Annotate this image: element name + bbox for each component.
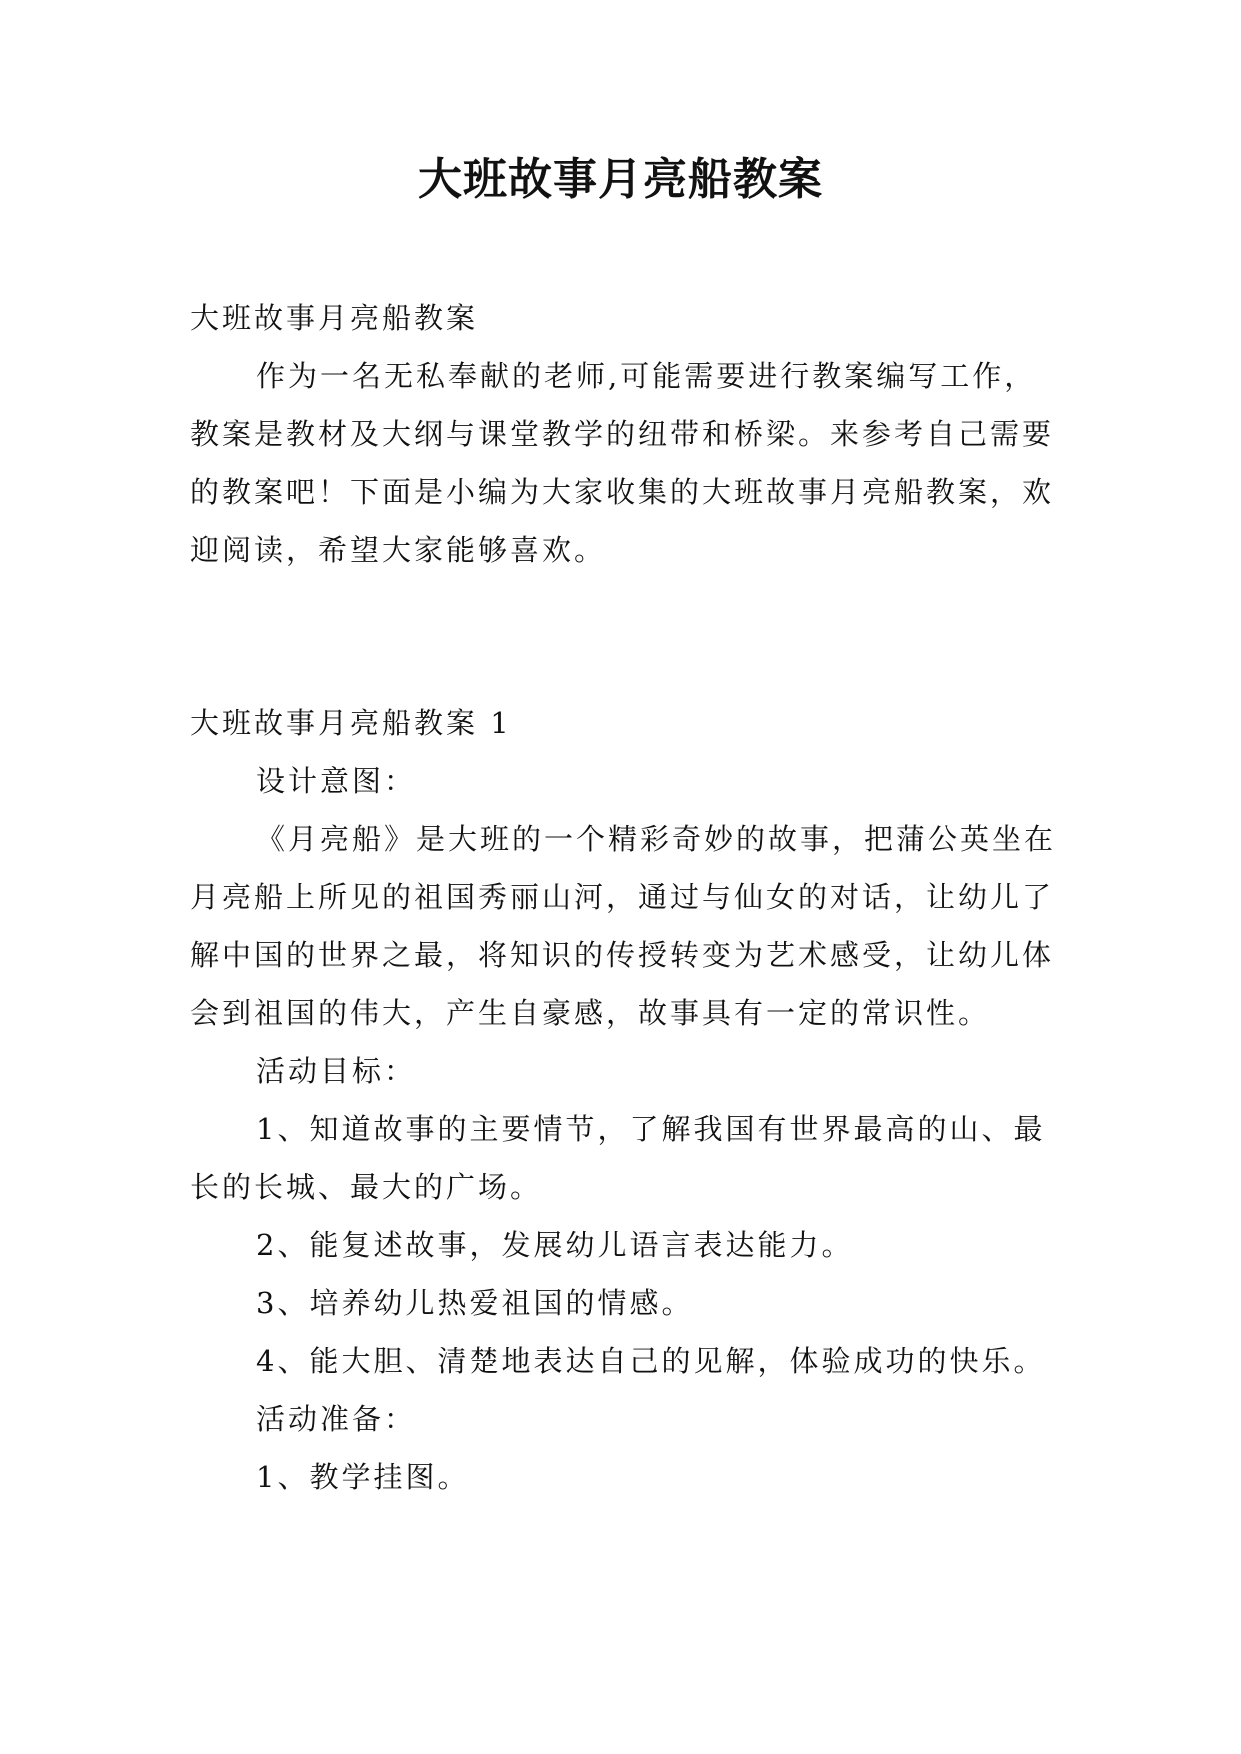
- activity-goal-item: 2、能复述故事，发展幼儿语言表达能力。: [256, 1228, 854, 1262]
- design-intent-label: 设计意图：: [256, 764, 417, 798]
- activity-prep-item: 1、教学挂图。: [256, 1460, 470, 1494]
- intro-paragraph: 作为一名无私奉献的老师,可能需要进行教案编写工作，教案是教材及大纲与课堂教学的纽带和桥梁。来参考自己需要的教案吧！下面是小编为大家收集的大班故事月亮船教案，欢迎阅读，希望大家能够喜欢。: [190, 359, 1055, 567]
- activity-goals-label: 活动目标：: [256, 1054, 417, 1088]
- document-title: 大班故事月亮船教案: [418, 154, 823, 205]
- activity-prep-label: 活动准备：: [256, 1402, 417, 1436]
- lesson-1-heading: 大班故事月亮船教案 1: [190, 706, 512, 740]
- lesson-1-section: [190, 694, 1060, 1506]
- intro-section: [190, 289, 1060, 579]
- intro-heading: 大班故事月亮船教案: [190, 301, 479, 335]
- design-intent-paragraph: 《月亮船》是大班的一个精彩奇妙的故事，把蒲公英坐在月亮船上所见的祖国秀丽山河，通过与仙女的对话，让幼儿了解中国的世界之最，将知识的传授转变为艺术感受，让幼儿体会到祖国的伟大，产生自豪感，故事具有一定的常识性。: [190, 822, 1057, 1030]
- activity-goal-item: 1、知道故事的主要情节，了解我国有世界最高的山、最长的长城、最大的广场。: [190, 1112, 1046, 1204]
- activity-goal-item: 3、培养幼儿热爱祖国的情感。: [256, 1286, 694, 1320]
- activity-goal-item: 4、能大胆、清楚地表达自己的见解，体验成功的快乐。: [256, 1344, 1046, 1378]
